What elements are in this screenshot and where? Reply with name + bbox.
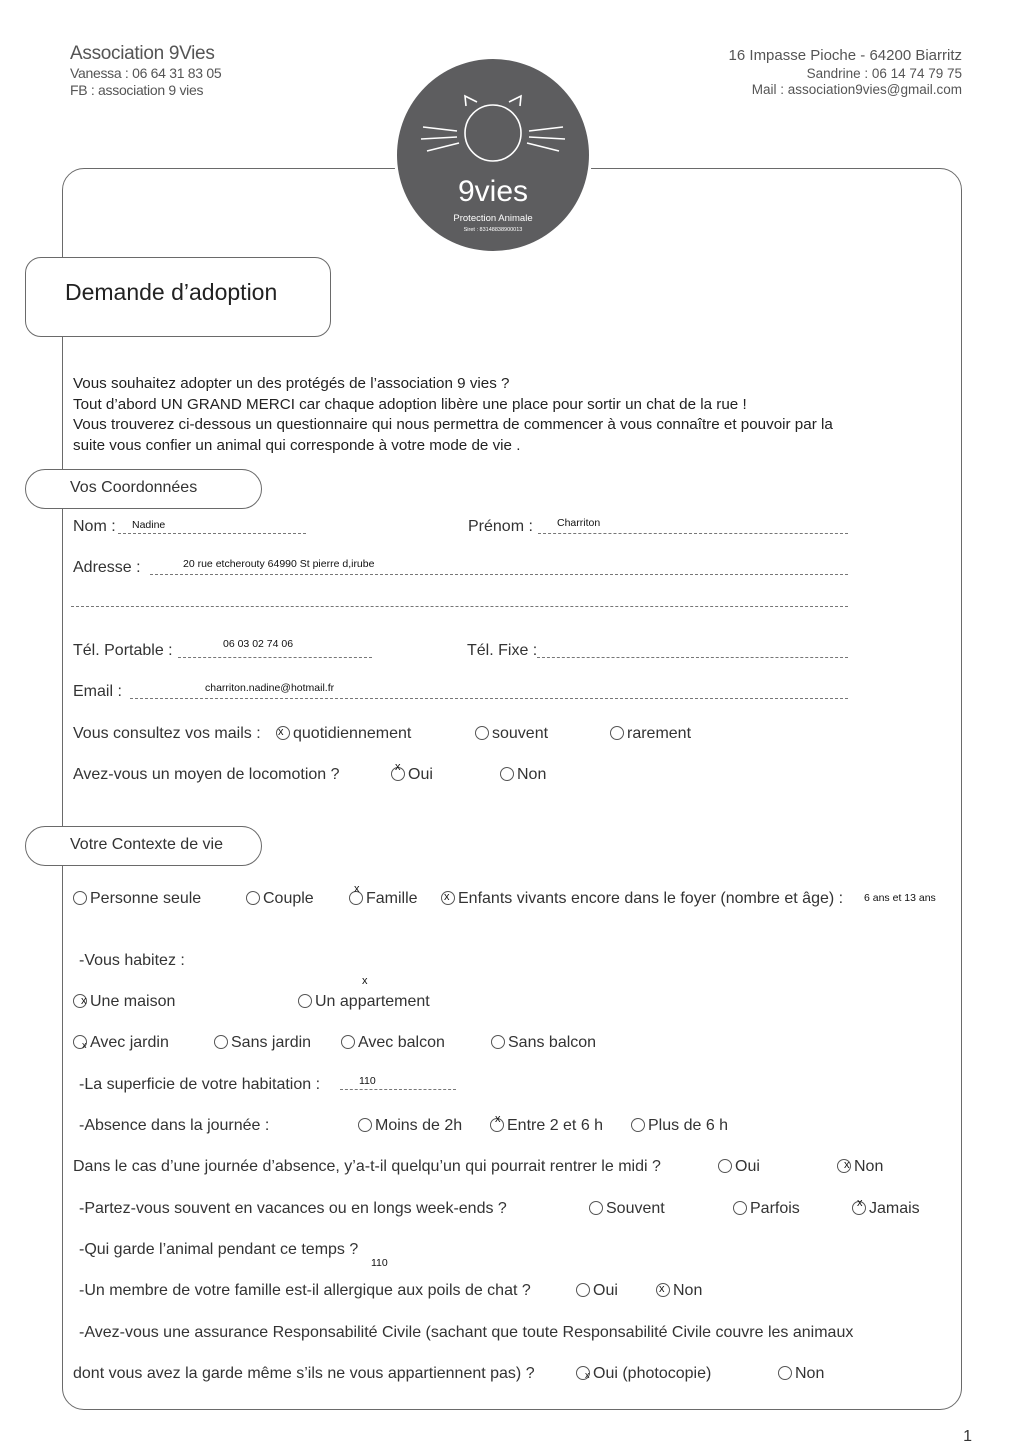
mails-option-souvent[interactable]: souvent xyxy=(475,725,548,743)
x-mark: x xyxy=(444,891,450,903)
radio-icon[interactable] xyxy=(276,726,290,740)
radio-icon[interactable] xyxy=(500,767,514,781)
surface-value[interactable]: 110 xyxy=(359,1075,376,1087)
outdoor-option-avec-balcon[interactable]: Avec balcon xyxy=(341,1034,445,1052)
header-left xyxy=(70,44,221,97)
phone-vanessa: Vanessa : 06 64 31 83 05 xyxy=(70,65,222,81)
allergie-option-oui[interactable]: Oui xyxy=(576,1282,618,1300)
prenom-value[interactable]: Charriton xyxy=(557,517,601,529)
radio-icon[interactable] xyxy=(490,1113,504,1132)
logo-subtitle: Protection Animale xyxy=(453,213,533,224)
absence-option-plus-6h[interactable]: Plus de 6 h xyxy=(631,1117,728,1135)
housing-option-maison[interactable]: x Une maison xyxy=(73,993,175,1011)
adresse-label: Adresse : xyxy=(73,559,141,576)
allergie-option-non[interactable]: x Non xyxy=(656,1282,702,1300)
intro-text xyxy=(73,374,953,456)
household-option-couple[interactable]: Couple xyxy=(246,890,314,908)
x-mark: x xyxy=(82,1040,87,1050)
phone-sandrine: Sandrine : 06 14 74 79 75 xyxy=(806,65,962,81)
x-mark: x xyxy=(495,1113,501,1125)
org-address: 16 Impasse Pioche - 64200 Biarritz xyxy=(728,47,962,64)
allergie-question: -Un membre de votre famille est-il allergique aux poils de chat ? xyxy=(79,1282,531,1299)
vacances-option-parfois[interactable]: Parfois xyxy=(733,1200,800,1218)
email-value[interactable]: charriton.nadine@hotmail.fr xyxy=(205,682,335,694)
absence-label: -Absence dans la journée : xyxy=(79,1117,270,1134)
x-mark: x xyxy=(585,1370,590,1380)
adresse-value[interactable]: 20 rue etcherouty 64990 St pierre d,irube xyxy=(183,558,375,570)
surface-label: -La superficie de votre habitation : xyxy=(79,1076,321,1093)
page-number: 1 xyxy=(963,1428,972,1445)
outdoor-option-sans-balcon[interactable]: Sans balcon xyxy=(491,1034,596,1052)
radio-icon[interactable] xyxy=(852,1197,866,1215)
tel-fixe-field-line[interactable] xyxy=(537,657,848,658)
children-value[interactable]: 6 ans et 13 ans xyxy=(864,892,936,904)
outdoor-option-sans-jardin[interactable]: Sans jardin xyxy=(214,1034,311,1052)
radio-icon[interactable] xyxy=(778,1366,792,1380)
vacances-option-jamais[interactable]: x Jamais xyxy=(852,1200,920,1218)
header-right xyxy=(729,48,962,98)
mails-option-rarement[interactable]: rarement xyxy=(610,725,691,743)
assurance-option-non[interactable]: Non xyxy=(778,1365,824,1383)
prenom-label: Prénom : xyxy=(468,518,533,535)
locomotion-option-non[interactable]: Non xyxy=(500,766,546,784)
locomotion-question: Avez-vous un moyen de locomotion ? xyxy=(73,766,340,783)
habitez-label: -Vous habitez : xyxy=(79,952,185,969)
radio-icon[interactable] xyxy=(718,1159,732,1173)
housing-option-appartement[interactable]: Un appartement xyxy=(298,993,430,1011)
facebook: FB : association 9 vies xyxy=(70,82,204,98)
org-mail: Mail : association9vies@gmail.com xyxy=(751,82,962,98)
radio-icon[interactable] xyxy=(631,1118,645,1132)
mails-option-quotidiennement[interactable]: x quotidiennement xyxy=(278,725,412,742)
radio-icon[interactable] xyxy=(214,1035,228,1049)
midi-option-oui[interactable]: Oui xyxy=(718,1158,760,1176)
outdoor-option-avec-jardin[interactable]: x Avec jardin xyxy=(73,1034,169,1052)
vacances-question: -Partez-vous souvent en vacances ou en longs week-ends ? xyxy=(79,1200,507,1217)
assurance-question-line1: -Avez-vous une assurance Responsabilité Civile (sachant que toute Responsabilité Civile couvre les animaux xyxy=(79,1324,854,1341)
nom-value[interactable]: Nadine xyxy=(132,519,166,531)
radio-icon[interactable] xyxy=(656,1283,670,1297)
x-mark: x xyxy=(395,761,401,773)
nom-field-line[interactable] xyxy=(118,533,306,534)
radio-icon[interactable] xyxy=(73,994,87,1008)
logo-brand: 9vies xyxy=(457,175,529,208)
intro-line: suite vous confier un animal qui corresponde à votre mode de vie . xyxy=(73,436,521,454)
tel-portable-value[interactable]: 06 03 02 74 06 xyxy=(223,638,294,650)
radio-icon[interactable] xyxy=(576,1366,590,1380)
adresse-field-line-2[interactable] xyxy=(71,606,848,607)
org-name: Association 9Vies xyxy=(70,43,215,64)
form-frame xyxy=(62,168,962,1410)
intro-line: Vous souhaitez adopter un des protégés de l’association 9 vies ? xyxy=(73,375,510,392)
mails-question: Vous consultez vos mails : xyxy=(73,725,261,742)
tel-portable-label: Tél. Portable : xyxy=(73,642,173,659)
radio-icon[interactable] xyxy=(733,1201,747,1215)
x-mark: x xyxy=(278,726,284,738)
surface-field-line[interactable] xyxy=(340,1089,456,1090)
household-option-famille[interactable]: x Famille xyxy=(349,890,418,908)
absence-option-2-6h[interactable]: x Entre 2 et 6 h xyxy=(490,1117,603,1135)
locomotion-option-oui[interactable]: x Oui xyxy=(391,766,433,784)
radio-icon[interactable] xyxy=(298,994,312,1008)
section-contexte-title: Votre Contexte de vie xyxy=(25,826,262,866)
adresse-field-line[interactable] xyxy=(150,574,848,575)
radio-icon[interactable] xyxy=(610,726,624,740)
intro-line: Vous trouverez ci-dessous un questionnaire qui nous permettra de commencer à vous connaître et pouvoir par la xyxy=(73,416,833,433)
x-mark: x xyxy=(81,995,87,1007)
x-mark: x xyxy=(844,1159,850,1171)
page-title: Demande d’adoption xyxy=(25,257,331,337)
midi-question: Dans le cas d’une journée d’absence, y’a-t-il quelqu’un qui pourrait rentrer le midi ? xyxy=(73,1158,661,1175)
radio-icon[interactable] xyxy=(73,1035,87,1049)
assurance-question-line2: dont vous avez la garde même s’ils ne vous appartiennent pas) ? xyxy=(73,1365,535,1382)
radio-icon[interactable] xyxy=(349,883,363,905)
tel-fixe-label: Tél. Fixe : xyxy=(467,642,538,659)
children-option[interactable]: x Enfants vivants encore dans le foyer (nombre et âge) : xyxy=(441,890,843,908)
nom-label: Nom : xyxy=(73,518,116,535)
radio-icon[interactable] xyxy=(491,1035,505,1049)
midi-option-non[interactable]: x Non xyxy=(837,1158,883,1176)
x-mark: x xyxy=(354,883,360,895)
email-field-line[interactable] xyxy=(130,698,848,699)
radio-icon[interactable] xyxy=(837,1159,851,1173)
radio-icon[interactable] xyxy=(589,1201,603,1215)
absence-option-moins-2h[interactable]: Moins de 2h xyxy=(358,1117,462,1135)
vacances-option-souvent[interactable]: Souvent xyxy=(589,1200,665,1218)
radio-icon[interactable] xyxy=(391,761,405,781)
cat-logo xyxy=(393,55,593,255)
stray-x-mark: x xyxy=(362,975,368,987)
x-mark: x xyxy=(659,1283,665,1295)
garde-question: -Qui garde l’animal pendant ce temps ? xyxy=(79,1241,359,1258)
garde-value[interactable]: 110 xyxy=(371,1257,388,1269)
prenom-field-line[interactable] xyxy=(538,533,848,534)
radio-icon[interactable] xyxy=(441,891,455,905)
radio-icon[interactable] xyxy=(475,726,489,740)
x-mark: x xyxy=(857,1197,863,1209)
radio-icon[interactable] xyxy=(73,891,87,905)
section-coordonnees-title: Vos Coordonnées xyxy=(25,469,262,509)
intro-line: Tout d’abord UN GRAND MERCI car chaque adoption libère une place pour sortir un chat de la rue ! xyxy=(73,395,747,413)
radio-icon[interactable] xyxy=(576,1283,590,1297)
assurance-option-oui[interactable]: x Oui (photocopie) xyxy=(576,1365,711,1383)
household-option-personne-seule[interactable]: Personne seule xyxy=(73,890,201,908)
radio-icon[interactable] xyxy=(341,1035,355,1049)
tel-portable-field-line[interactable] xyxy=(178,657,372,658)
radio-icon[interactable] xyxy=(246,891,260,905)
logo-siret: Siret : 83148838900013 xyxy=(463,227,523,233)
radio-icon[interactable] xyxy=(358,1118,372,1132)
email-label: Email : xyxy=(73,683,122,700)
